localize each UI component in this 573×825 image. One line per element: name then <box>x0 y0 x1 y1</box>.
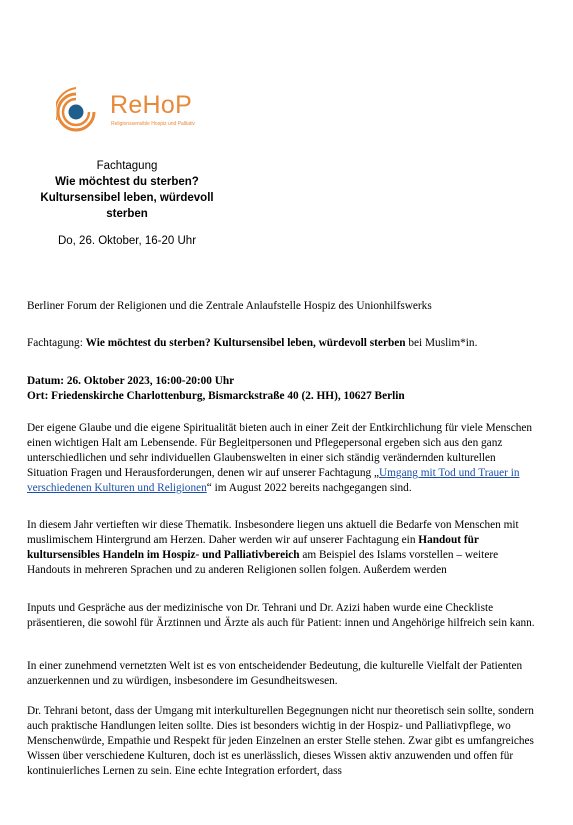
rehop-logo <box>56 86 206 142</box>
rehop-logo-mark-icon <box>56 86 108 138</box>
event-title-line3: sterben <box>106 208 148 220</box>
paragraph-2-text: In diesem Jahr vertieften wir diese Thematik. Insbesondere liegen uns aktuell die Bedarfe von Menschen mit muslimischem Hintergrund am Herzen. Daher werden wir auf unserer Fachtagung ein <box>27 519 519 546</box>
paragraph-5-text: Dr. Tehrani betont, dass der Umgang mit interkulturellen Begegnungen nicht nur theoretisch sein sollte, sondern auch praktische Handlungen leiten sollte. Dies ist besonders wichtig in der Hospiz- und Palliativpflege, wo Menschenwürde, Empathie und Respekt für jeden Einzelnen an erster Stelle stehen. Zwar gibt es umfangreiches Wissen über verschiedene Kulturen, doch ist es unerlässlich, dieses Wissen aktiv anzuwenden und offen für kontinuierliches Lernen zu sein. Eine echte Integration erfordert, dass <box>27 705 534 777</box>
logo-wordmark: ReHoP <box>110 91 193 119</box>
event-title-line1: Wie möchtest du sterben? <box>55 176 199 188</box>
organizers-text: Berliner Forum der Religionen und die Zentrale Anlaufstelle Hospiz des Unionhilfswerks <box>27 300 432 312</box>
paragraph-1-text: Der eigene Glaube und die eigene Spiritualität bieten auch in einer Zeit der Entkirchlichung für viele Menschen einen wichtigen Halt am Lebensende. Für Begleitpersonen und Pflegepersonal ergeben sich aus den ganz unterschiedlichen und sehr individuellen Glaubenswelten in einer sich ständig verändernden kulturellen Situation Fragen und Herausforderungen, denen wir auf unserer Fachtagung „ <box>27 422 533 479</box>
paragraph-4-text: In einer zunehmend vernetzten Welt ist es von entscheidender Bedeutung, die kulturelle Vielfalt der Patienten anzuerkennen und zu würdigen, insbesondere im Gesundheitswesen. <box>27 660 523 687</box>
paragraph-2-end: am Beispiel des Islams vorstellen – weitere Handouts in mehreren Sprachen und zu anderen Religionen sollen folgen. Außerdem werden <box>27 549 499 576</box>
previous-conference-link[interactable]: Umgang mit Tod und Trauer in verschiedenen Kulturen und Religionen <box>27 467 520 494</box>
logo-tagline: Religionssensible Hospiz und Palliativ <box>111 121 195 127</box>
ort-line: Ort: Friedenskirche Charlottenburg, Bismarckstraße 40 (2. HH), 10627 Berlin <box>27 390 405 402</box>
fachtagung-label: Fachtagung: <box>27 337 86 349</box>
handout-title: Handout für kultursensibles Handeln im Hospiz- und Palliativbereich <box>27 534 479 561</box>
fachtagung-title: Wie möchtest du sterben? Kultursensibel leben, würdevoll sterben <box>85 337 406 349</box>
date-location-block <box>27 374 535 404</box>
event-header <box>0 158 254 222</box>
event-kind: Fachtagung <box>96 160 158 172</box>
fachtagung-line <box>27 336 535 351</box>
paragraph-1-end: “ im August 2022 bereits nachgegangen sind. <box>206 482 412 494</box>
paragraph-4 <box>27 659 535 689</box>
paragraph-3 <box>27 601 535 631</box>
fachtagung-suffix: bei Muslim*in. <box>405 337 478 349</box>
paragraph-2 <box>27 518 535 578</box>
organizers-line <box>27 299 535 314</box>
event-date: Do, 26. Oktober, 16-20 Uhr <box>57 235 197 247</box>
event-title-line2: Kultursensibel leben, würdevoll <box>40 192 214 204</box>
paragraph-3-text: Inputs und Gespräche aus der medizinische von Dr. Tehrani und Dr. Azizi haben wurde eine Checkliste präsentieren, die sowohl für Ärztinnen und Ärzte als auch für Patient: innen und Angehörige hilfreich sein kann. <box>27 602 535 629</box>
datum-line: Datum: 26. Oktober 2023, 16:00-20:00 Uhr <box>27 375 235 387</box>
paragraph-1 <box>27 421 535 496</box>
paragraph-5 <box>27 704 535 779</box>
